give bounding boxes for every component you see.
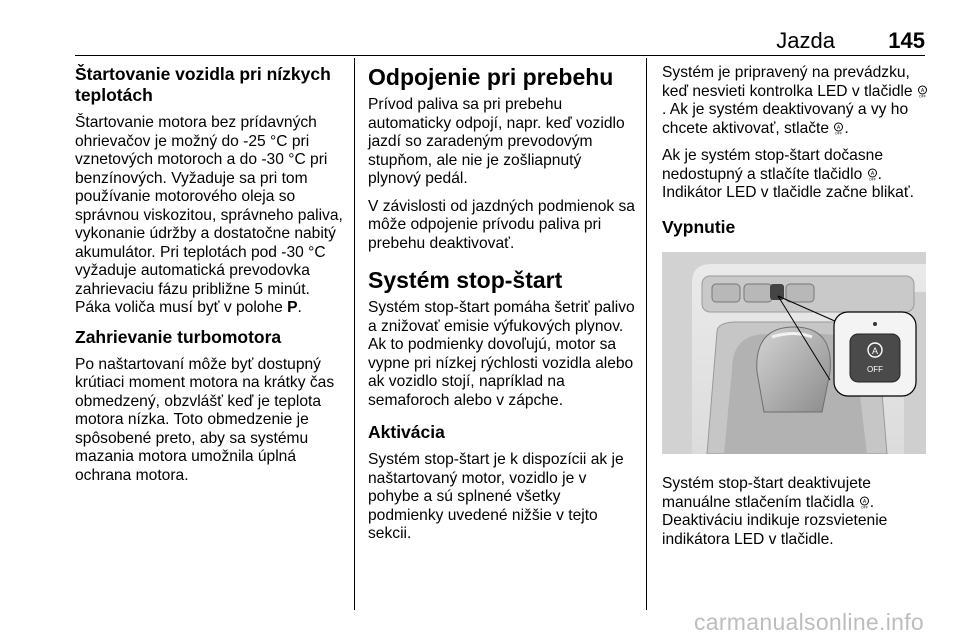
heading-turbo: Zahrievanie turbomotora [75,326,282,347]
paragraph-turbo: Po naštartovaní môže byť dostupný krútiaci moment motora na krátky čas obmedzený, obzvlášť keď je teplota motora nízka. Toto obmedzenie je spôsobené preto, aby sa systému mazania motora umožnila úplná ochrana motora. [75,355,335,484]
figure-off-label: OFF [867,364,883,374]
heading-deactivation: Vypnutie [662,216,736,237]
unavailable-text-b: . Indikátor LED v tlačidle začne blikať. [662,165,915,201]
ready-text-a: Systém je pripravený na prevádzku, keď nesvieti kontrolka LED v tlačidle [662,64,917,100]
stop-start-icon [833,122,844,135]
paragraph-fuel-2: V závislosti od jazdných podmienok sa môže odpojenie prívodu paliva pri prebehu deaktivovať. [368,197,635,252]
heading-cold-start: Štartovanie vozidla pri nízkych teplotách [75,64,331,105]
svg-text:A: A [837,124,841,131]
deactivate-text-b: . Deaktiváciu indikuje rozsvietenie indikátora LED v tlačidle. [662,493,888,548]
paragraph-stop-start: Systém stop-štart pomáha šetriť palivo a znižovať emisie výfukových plynov. Ak to podmienky dovoľujú, motor sa vypne pri nízkej rýchlosti vozidla alebo ak vozidlo stojí, napríklad na semaforoch alebo v zápche. [368,299,635,409]
watermark: carmanualsonline.info [693,609,924,635]
paragraph-fuel-1: Prívod paliva sa pri prebehu automaticky odpojí, napr. keď vozidlo jazdí so zaradeným prevodovým stupňom, ale nie je zošliapnutý plynový pedál. [368,96,625,187]
column-1 [75,64,345,494]
deactivate-text-a: Systém stop-štart deaktivujete manuálne stlačením tlačidla [662,475,871,511]
heading-activation: Aktivácia [368,422,445,442]
column-divider-2 [646,58,647,610]
svg-text:A: A [871,345,879,356]
heading-fuel-cutoff: Odpojenie pri prebehu [368,64,614,90]
gear-p: P [287,299,298,316]
svg-text:OFF: OFF [918,94,926,98]
paragraph-activation: Systém stop-štart je k dispozícii ak je naštartovaný motor, vozidlo je v pohybe a sú splnené všetky podmienky uvedené nižšie v tejto sekcii. [368,451,624,542]
page-header [75,22,925,52]
ready-text-c: . [844,119,849,137]
paragraph-deactivate [662,475,930,549]
svg-text:A: A [870,170,874,177]
section-title: Jazda [776,28,835,53]
column-2 [368,64,638,553]
stop-start-icon [859,496,870,509]
svg-text:OFF: OFF [860,505,868,509]
column-divider-1 [354,58,355,610]
stop-start-button-figure [662,252,926,454]
column-3 [662,64,930,558]
paragraph-cold-start [75,114,345,318]
cold-start-end: . [297,299,302,316]
paragraph-unavailable [662,147,930,203]
unavailable-text-a: Ak je systém stop-štart dočasne nedostupný a stlačíte tlačidlo [662,147,884,183]
svg-text:OFF: OFF [868,177,876,181]
header-rule [75,55,925,56]
heading-stop-start: Systém stop-štart [368,267,563,293]
cold-start-text: Štartovanie motora bez prídavných ohrievačov je možný do -25 °C pri vznetových motoroch a do -30 °C pri benzínových. Vyžaduje sa pri tom používanie motorového oleja so správnou viskozitou, správneho paliva, vykonanie údržby a dostatočne nabitý akumulátor. Pri teplotách pod -30 °C vyžaduje automatická prevodovka zahrievaciu fázu približne 5 minút. Páka voliča musí byť v polohe [75,114,343,316]
paragraph-ready [662,64,930,138]
page-number: 145 [888,28,925,53]
stop-start-icon [867,168,878,181]
svg-text:A: A [862,498,866,505]
ready-text-b: . Ak je systém deaktivovaný a vy ho chcete aktivovať, stlačte [662,101,909,137]
svg-text:A: A [920,87,925,94]
svg-text:OFF: OFF [835,131,843,135]
stop-start-icon [917,85,928,98]
